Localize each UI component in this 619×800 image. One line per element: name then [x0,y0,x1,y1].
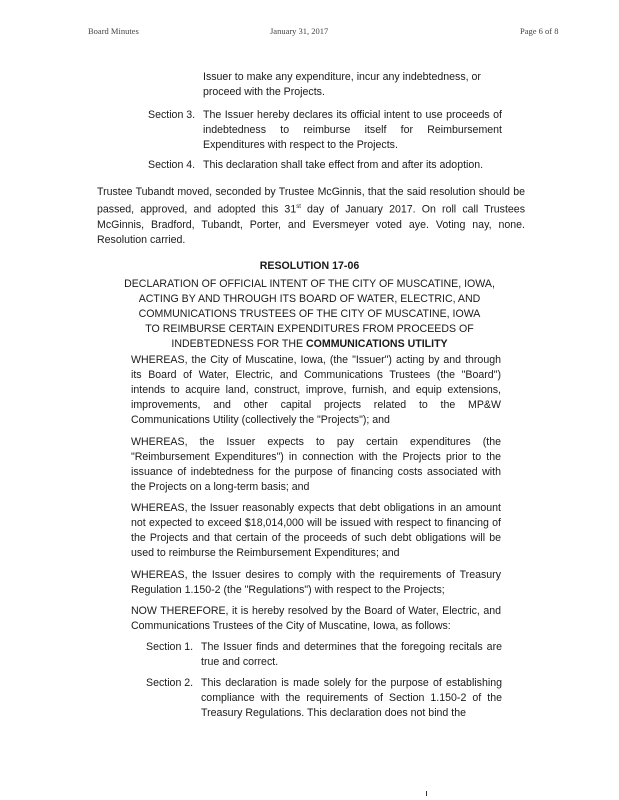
whereas-paragraph-3: WHEREAS, the Issuer reasonably expects that debt obligations in an amount not expected to exceed $18,014,000 will be issued with respect to financing of the Projects and that certain of the proceeds of such debt obligations will be used to reimburse the Reimbursement Expenditures; and [131,502,501,559]
section-label: Section 3. [148,109,196,121]
page-header-date: January 31, 2017 [270,26,329,36]
section-text: The Issuer finds and determines that the foregoing recitals are true and correct. [201,641,502,668]
whereas-paragraph-1: WHEREAS, the City of Muscatine, Iowa, (the "Issuer") acting by and through its Board of Water, Electric, and Communications Trustees (the "Board") intends to acquire land, construct, improve, furnish, and equip extensions, improvements, and other capital projects related to the MP&W Communications Utility (collectively the "Projects"); and [131,354,501,426]
continuation-text [203,70,503,100]
section-text: This declaration is made solely for the purpose of establishing compliance with the requirements of Section 1.150-2 of the Treasury Regulations. This declaration does not bind the [201,677,502,719]
section-4 [148,158,518,173]
motion-superscript: st [296,204,301,210]
heading-line: TO REIMBURSE CERTAIN EXPENDITURES FROM PROCEEDS OF [145,323,474,335]
motion-text-after: day of January 2017. On roll call Trustees McGinnis, Bradford, Tubandt, Porter, and Eversmeyer voted aye. Voting nay, none. Resolution carried. [97,203,525,246]
continuation-line-1: Issuer to make any expenditure, incur any indebtedness, or [203,71,481,83]
resolution-title: RESOLUTION 17-06 [259,260,360,272]
page-header-page-number: Page 6 of 8 [520,26,559,36]
section-label: Section 4. [148,159,196,171]
whereas-paragraph-4: WHEREAS, the Issuer desires to comply with the requirements of Treasury Regulation 1.150-2 (the "Regulations") with respect to the Projects; [131,569,501,596]
section-2 [146,676,502,721]
section-text: The Issuer hereby declares its official intent to use proceeds of indebtedness to reimburse itself for Reimbursement Expenditures with respect to the Projects. [203,109,502,151]
now-therefore-paragraph: NOW THEREFORE, it is hereby resolved by the Board of Water, Electric, and Communications Trustees of the City of Muscatine, Iowa, as follows: [131,605,501,632]
continuation-line-2: proceed with the Projects. [203,86,325,98]
section-text: This declaration shall take effect from and after its adoption. [203,159,484,171]
section-1 [146,640,502,670]
section-label: Section 1. [146,641,194,653]
heading-last-bold: COMMUNICATIONS UTILITY [305,338,448,350]
heading-line: DECLARATION OF OFFICIAL INTENT OF THE CITY OF MUSCATINE, IOWA, [124,278,495,290]
heading-line: ACTING BY AND THROUGH ITS BOARD OF WATER, ELECTRIC, AND [138,293,481,305]
resolution-heading [0,277,619,352]
section-label: Section 2. [146,677,194,689]
heading-last-prefix: INDEBTEDNESS FOR THE [171,338,306,350]
motion-paragraph [97,185,525,248]
whereas-paragraph-2: WHEREAS, the Issuer expects to pay certain expenditures (the "Reimbursement Expenditures") in connection with the Projects prior to the issuance of indebtedness for the purpose of financing costs associated with the Projects on a long-term basis; and [131,436,501,493]
scan-mark [426,791,427,796]
heading-line: COMMUNICATIONS TRUSTEES OF THE CITY OF MUSCATINE, IOWA [138,308,481,320]
page-header-left: Board Minutes [88,26,139,36]
motion-text-before: Trustee Tubandt moved, seconded by Trustee McGinnis, that the said resolution should be passed, approved, and adopted this 31 [97,186,525,216]
heading-line [0,337,619,352]
section-3 [148,108,502,153]
